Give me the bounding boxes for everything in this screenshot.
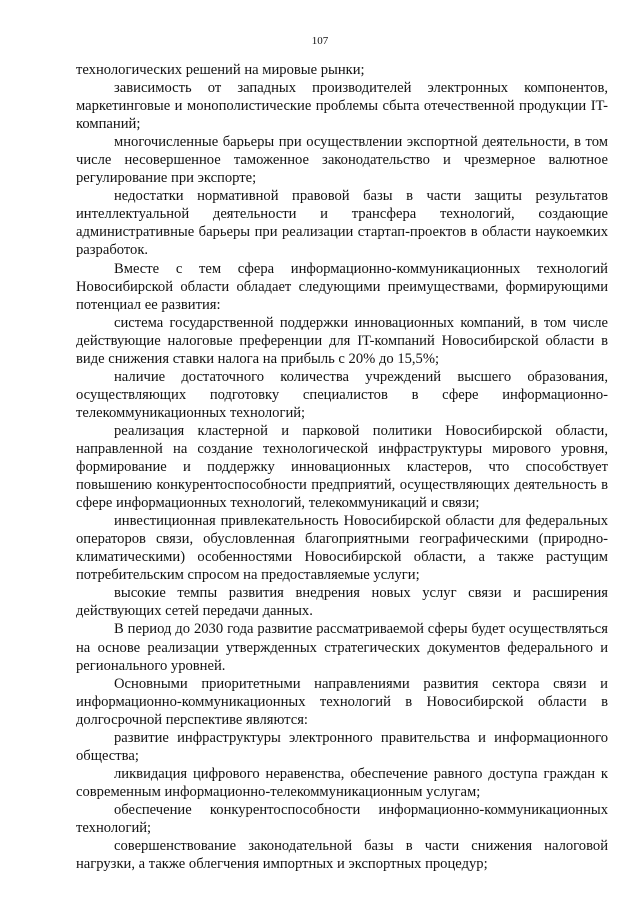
body-text	[76, 61, 608, 873]
paragraph: реализация кластерной и парковой политики Новосибирской области, направленной на создание технологической инфраструктуры мирового уровня, формирование и поддержку инновационных кластеров, что способствует повышению конкурентоспособности предприятий, осуществляющих деятельность в сфере информационных технологий, телекоммуникаций и связи;	[76, 422, 608, 512]
paragraph: совершенствование законодательной базы в части снижения налоговой нагрузки, а также облегчения импортных и экспортных процедур;	[76, 838, 608, 873]
paragraph: зависимость от западных производителей электронных компонентов, маркетинговые и монополистические проблемы сбыта отечественной продукции IT-компаний;	[76, 80, 608, 133]
paragraph-continuation: технологических решений на мировые рынки;	[76, 62, 365, 78]
paragraph: недостатки нормативной правовой базы в части защиты результатов интеллектуальной деятельности и трансфера технологий, создающие административные барьеры при реализации стартап-проектов в области наукоемких разработок.	[76, 188, 608, 259]
paragraph: ликвидация цифрового неравенства, обеспечение равного доступа граждан к современным информационно-телекоммуникационным услугам;	[76, 765, 608, 800]
paragraph: наличие достаточного количества учреждений высшего образования, осуществляющих подготовку специалистов в сфере информационно-телекоммуникационных технологий;	[76, 368, 608, 421]
paragraph: многочисленные барьеры при осуществлении экспортной деятельности, в том числе несовершенное таможенное законодательство и чрезмерное валютное регулирование при экспорте;	[76, 134, 608, 187]
paragraph: развитие инфраструктуры электронного правительства и информационного общества;	[76, 729, 608, 764]
paragraph: инвестиционная привлекательность Новосибирской области для федеральных операторов связи, обусловленная благоприятными географическими (природно-климатическими) особенностями Новосибирской области, а также растущим потребительским спросом на предоставляемые услуги;	[76, 513, 608, 584]
paragraph: система государственной поддержки инновационных компаний, в том числе действующие налоговые преференции для IT-компаний Новосибирской области в виде снижения ставки налога на прибыль с 20% до 15,5%;	[76, 314, 608, 367]
paragraph: В период до 2030 года развитие рассматриваемой сферы будет осуществляться на основе реализации утвержденных стратегических документов федерального и регионального уровней.	[76, 621, 608, 674]
paragraph: Основными приоритетными направлениями развития сектора связи и информационно-коммуникационных технологий в Новосибирской области в долгосрочной перспективе являются:	[76, 675, 608, 728]
paragraph: Вместе с тем сфера информационно-коммуникационных технологий Новосибирской области обладает следующими преимуществами, формирующими потенциал ее развития:	[76, 260, 608, 313]
paragraph: обеспечение конкурентоспособности информационно-коммуникационных технологий;	[76, 801, 608, 836]
paragraph: высокие темпы развития внедрения новых услуг связи и расширения действующих сетей передачи данных.	[76, 585, 608, 620]
page-number: 107	[311, 35, 329, 47]
